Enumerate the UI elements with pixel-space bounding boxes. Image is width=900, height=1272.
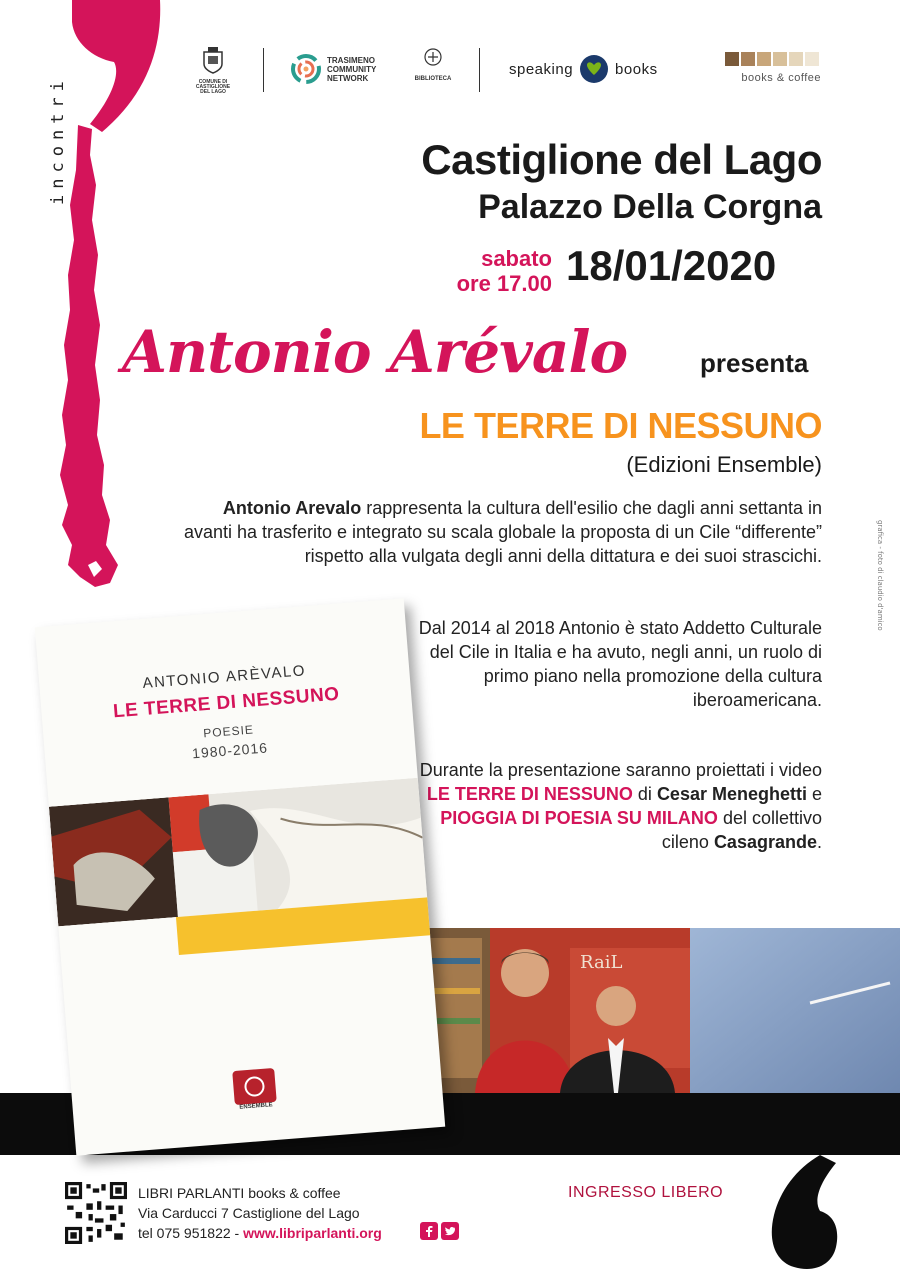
book-cover-genre: POESIE	[202, 722, 255, 741]
event-time: ore 17.00	[456, 271, 552, 296]
library-logo	[413, 48, 453, 82]
book-cover-years: 1980-2016	[191, 739, 269, 762]
free-entry-label: INGRESSO LIBERO	[568, 1184, 724, 1201]
publisher: (Edizioni Ensemble)	[626, 452, 822, 477]
video-collective: Casagrande	[713, 832, 817, 852]
twitter-icon[interactable]	[441, 1222, 459, 1240]
video-director: Cesar Meneghetti	[656, 784, 807, 804]
videos-text-e: .	[816, 832, 822, 852]
comune-logo	[193, 46, 233, 95]
video-title-2: PIOGGIA DI POESIA SU MILANO	[440, 808, 718, 828]
trasimeno-logo-icon	[289, 52, 323, 86]
video-title-1: LE TERRE DI NESSUNO	[426, 784, 633, 804]
event-day: sabato	[481, 246, 552, 271]
footer-address: Via Carducci 7 Castiglione del Lago	[138, 1205, 360, 1221]
presenta-label: presenta	[700, 348, 809, 378]
books-coffee-logo-icon	[725, 50, 821, 68]
social-links	[420, 1222, 459, 1240]
book-title: LE TERRE DI NESSUNO	[419, 405, 822, 446]
books-label: books	[615, 60, 658, 78]
comune-crest-icon	[202, 46, 224, 74]
speaking-label: speaking	[509, 60, 574, 78]
footer-phone: tel 075 951822 -	[138, 1225, 244, 1241]
event-city: Castiglione del Lago	[421, 136, 822, 183]
publisher-mark: ENSEMBLE	[239, 1102, 273, 1111]
footer-venue-name: LIBRI PARLANTI books & coffee	[138, 1185, 341, 1201]
photo-sign-text: RaiL	[580, 952, 623, 973]
logo-divider	[263, 48, 264, 92]
speaking-books-logo	[509, 54, 658, 84]
photo-credit: grafica - foto di claudio d'amico	[876, 520, 884, 631]
facebook-icon[interactable]	[420, 1222, 438, 1240]
books-coffee-label: books & coffee	[741, 72, 821, 84]
videos-text-a: Durante la presentazione saranno proiettati i video	[419, 760, 822, 780]
author-name: Antonio Arévalo	[122, 318, 628, 386]
book-cover-author: ANTONIO ARÈVALO	[142, 662, 307, 693]
quote-mark-icon	[62, 0, 162, 135]
footer-website-link[interactable]: www.libriparlanti.org	[243, 1225, 382, 1241]
library-logo-icon	[422, 48, 444, 72]
publisher-logo	[230, 1066, 279, 1115]
videos-text-c: e	[806, 784, 822, 804]
speaking-books-heart-icon	[579, 54, 609, 84]
paragraph-videos	[392, 758, 822, 854]
book-cover-title: LE TERRE DI NESSUNO	[112, 683, 341, 723]
book-cover	[35, 598, 445, 1155]
event-venue: Palazzo Della Corgna	[478, 188, 822, 226]
library-label: BIBLIOTECA	[414, 76, 452, 82]
paragraph-bio: Dal 2014 al 2018 Antonio è stato Addetto Culturale del Cile in Italia e ha avuto, negli anni, un ruolo di primo piano nella promozione della cultura iberoamericana.	[418, 618, 822, 710]
paragraph-author-name: Antonio Arevalo	[222, 498, 362, 518]
paragraph-intro-text: rappresenta la cultura dell'esilio che dagli anni settanta in avanti ha trasferito e integrato su scala globale la proposta di un Cile “differente” rispetto alla vulgata degli anni della dittatura e dei suoi strascichi.	[183, 498, 822, 566]
videos-text-b: di	[632, 784, 657, 804]
trasimeno-label: TRASIMENO COMMUNITY NETWORK	[327, 56, 377, 83]
event-day-time	[424, 246, 552, 296]
comune-label: COMUNE DI CASTIGLIONE DEL LAGO	[195, 79, 231, 95]
quote-mark-icon	[760, 1155, 840, 1272]
paragraph-intro	[182, 496, 822, 568]
trasimeno-logo	[289, 50, 399, 90]
logo-divider	[479, 48, 480, 92]
event-photo	[420, 928, 900, 1093]
event-date: 18/01/2020	[566, 242, 777, 289]
side-label: incontri	[48, 75, 68, 205]
videos-text-d: del collettivo cileno	[661, 808, 822, 852]
books-coffee-logo	[725, 50, 825, 84]
footer-contacts	[138, 1225, 382, 1241]
partner-logos	[185, 40, 825, 100]
qr-code-icon	[65, 1182, 127, 1244]
